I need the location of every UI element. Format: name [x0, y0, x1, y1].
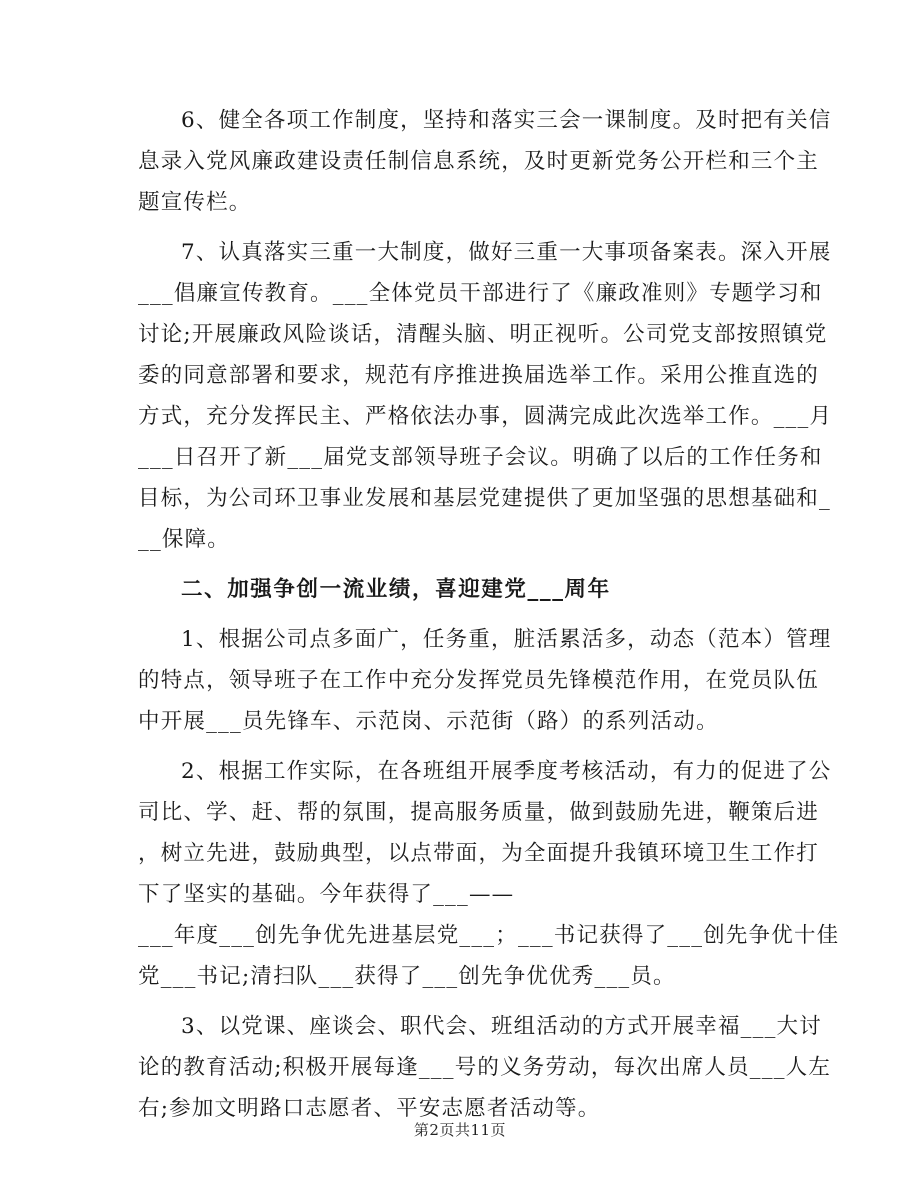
paragraph-item-6 — [138, 100, 832, 223]
text-line: 1、根据公司点多面广，任务重，脏活累活多，动态（范本）管理 — [181, 627, 832, 652]
text-line: __保障。 — [138, 527, 231, 552]
text-line: 题宣传栏。 — [138, 190, 252, 215]
text-line: 右;参加文明路口志愿者、平安志愿者活动等。 — [138, 1096, 601, 1121]
text-line: 的特点，领导班子在工作中充分发挥党员先锋模范作用，在党员队伍 — [138, 668, 820, 693]
text-line: 中开展___员先锋车、示范岗、示范街（路）的系列活动。 — [138, 709, 719, 734]
text-line: 论的教育活动;积极开展每逢___号的义务劳动，每次出席人员___人左 — [138, 1055, 832, 1080]
text-line: ___倡廉宣传教育。___全体党员干部进行了《廉政准则》专题学习和 — [138, 281, 823, 306]
heading-text: 二、加强争创一流业绩，喜迎建党___周年 — [181, 577, 611, 602]
text-line: 6、健全各项工作制度，坚持和落实三会一课制度。及时把有关信 — [181, 108, 832, 133]
text-line: 2、根据工作实际，在各班组开展季度考核活动，有力的促进了公 — [181, 759, 832, 784]
text-line: ，树立先进，鼓励典型，以点带面，为全面提升我镇环境卫生工作打 — [138, 841, 820, 866]
text-line: 司比、学、赶、帮的氛围，提高服务质量，做到鼓励先进，鞭策后进 — [138, 800, 820, 825]
text-line: 方式，充分发挥民主、严格依法办事，圆满完成此次选举工作。___月 — [138, 404, 833, 429]
text-line: ___日召开了新___届党支部领导班子会议。明确了以后的工作任务和 — [138, 445, 823, 470]
text-line: 讨论;开展廉政风险谈话，清醒头脑、明正视听。公司党支部按照镇党 — [138, 322, 828, 347]
text-line: 息录入党风廉政建设责任制信息系统，及时更新党务公开栏和三个主 — [138, 149, 820, 174]
text-line: 目标，为公司环卫事业发展和基层党建提供了更加坚强的思想基础和_ — [138, 486, 831, 511]
paragraph-item-2-1 — [138, 619, 832, 742]
text-line: 党___书记;清扫队___获得了___创先争优优秀___员。 — [138, 964, 676, 989]
text-line: 委的同意部署和要求，规范有序推进换届选举工作。采用公推直选的 — [138, 363, 820, 388]
document-body — [138, 100, 840, 1129]
paragraph-item-7 — [138, 232, 833, 560]
paragraph-item-2-3 — [138, 1006, 832, 1129]
text-line: 下了坚实的基础。今年获得了___—— — [138, 882, 515, 907]
text-line: 3、以党课、座谈会、职代会、班组活动的方式开展幸福___大讨 — [181, 1014, 822, 1039]
text-line: 7、认真落实三重一大制度，做好三重一大事项备案表。深入开展 — [181, 240, 832, 265]
paragraph-item-2-2 — [138, 751, 840, 997]
section-heading — [138, 569, 786, 610]
page-number-footer: 第2页共11页 — [413, 1121, 507, 1139]
text-line: ___年度___创先争优先进基层党___；___书记获得了___创先争优十佳 — [138, 923, 840, 948]
